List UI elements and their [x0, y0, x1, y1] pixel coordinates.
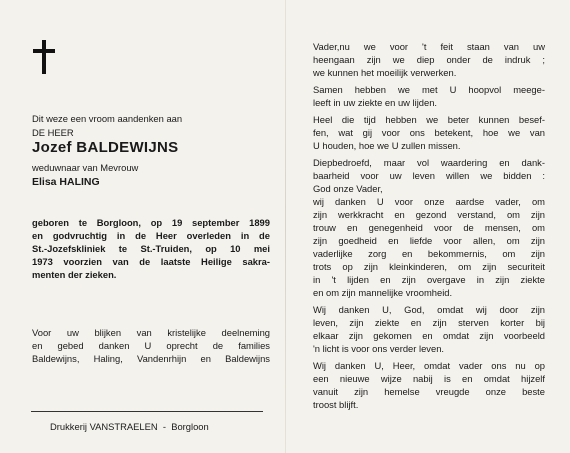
- intro-line: Dit weze een vroom aandenken aan: [32, 113, 183, 124]
- text-line: leven, zijn ziekte en zijn sterven korter bij: [313, 317, 545, 328]
- text-line: Wij danken U, God, omdat wij door zijn: [313, 304, 545, 315]
- cross-icon: [33, 40, 55, 74]
- birth-line: en godvruchtig in de Heer overleden in de: [32, 230, 270, 241]
- thanks-line: Baldewijns, Haling, Vandenrhijn en Baldewijns: [32, 353, 270, 364]
- text-line: 'n licht is voor ons verder leven.: [313, 343, 445, 354]
- text-line: U houden, hoe we U zullen missen.: [313, 140, 461, 151]
- text-line: troost blijft.: [313, 399, 359, 410]
- text-line: Vader,nu we voor 't feit staan van uw: [313, 41, 545, 52]
- wife-name: Elisa HALING: [32, 176, 100, 188]
- text-line: een nieuwe wijze nabij is en omdat hijzelf: [313, 373, 545, 384]
- widower-line: weduwnaar van Mevrouw: [32, 162, 139, 173]
- text-line: Diepbedroefd, maar vol waardering en dank-: [313, 157, 545, 168]
- text-line: zijn goedheid en liefde voor allen, om zijn: [313, 235, 545, 246]
- birth-line: 1973 voorzien van de laatste Heilige sakra-: [32, 256, 270, 267]
- thanks-line: Voor uw blijken van kristelijke deelneming: [32, 327, 270, 338]
- text-line: heengaan zijn we diep onder de indruk ;: [313, 54, 545, 65]
- text-line: vaderlijke zorg en bekommernis, om zijn: [313, 248, 545, 259]
- deceased-name: Jozef BALDEWIJNS: [32, 139, 179, 156]
- printer-rule: [31, 411, 263, 412]
- text-line: Wij danken U, Heer, omdat vader ons nu op: [313, 360, 545, 371]
- thanks-line: en gebed danken U oprecht de families: [32, 340, 270, 351]
- title-de-heer: DE HEER: [32, 127, 74, 138]
- text-line: vanuit zijn hemelse vreugde onze beste: [313, 386, 545, 397]
- text-line: Heel die tijd hebben we beter kunnen besef-: [313, 114, 545, 125]
- text-line: fen, wat gij voor ons betekent, hoe we van: [313, 127, 545, 138]
- text-line: Samen hebben we met U hoopvol meege-: [313, 84, 545, 95]
- text-line: baarheid voor uw leven willen we bidden :: [313, 170, 545, 181]
- text-line: trots op zijn kleinkinderen, om zijn securiteit: [313, 261, 545, 272]
- text-line: we kunnen het moeilijk verwerken.: [313, 67, 457, 78]
- text-line: God onze Vader,: [313, 183, 383, 194]
- text-line: en om zijn mannelijke vroomheid.: [313, 287, 453, 298]
- text-line: in 't lijden en zijn overgave in zijn ziekte: [313, 274, 545, 285]
- card-fold: [285, 0, 286, 453]
- text-line: elkaar zijn gekomen en omdat zijn voorbeeld: [313, 330, 545, 341]
- birth-line: St.-Jozefskliniek te St.-Truiden, op 10 mei: [32, 243, 270, 254]
- text-line: wij danken U voor onze aardse vader, om: [313, 196, 545, 207]
- text-line: trouw en genegenheid voor de mensen, om: [313, 222, 545, 233]
- birth-line: menten der zieken.: [32, 269, 117, 280]
- text-line: zijn werkkracht en gezond verstand, om zijn: [313, 209, 545, 220]
- printer-credit: Drukkerij VANSTRAELEN - Borgloon: [50, 421, 209, 432]
- birth-line: geboren te Borgloon, op 19 september 1899: [32, 217, 270, 228]
- text-line: leeft in uw ziekte en uw lijden.: [313, 97, 438, 108]
